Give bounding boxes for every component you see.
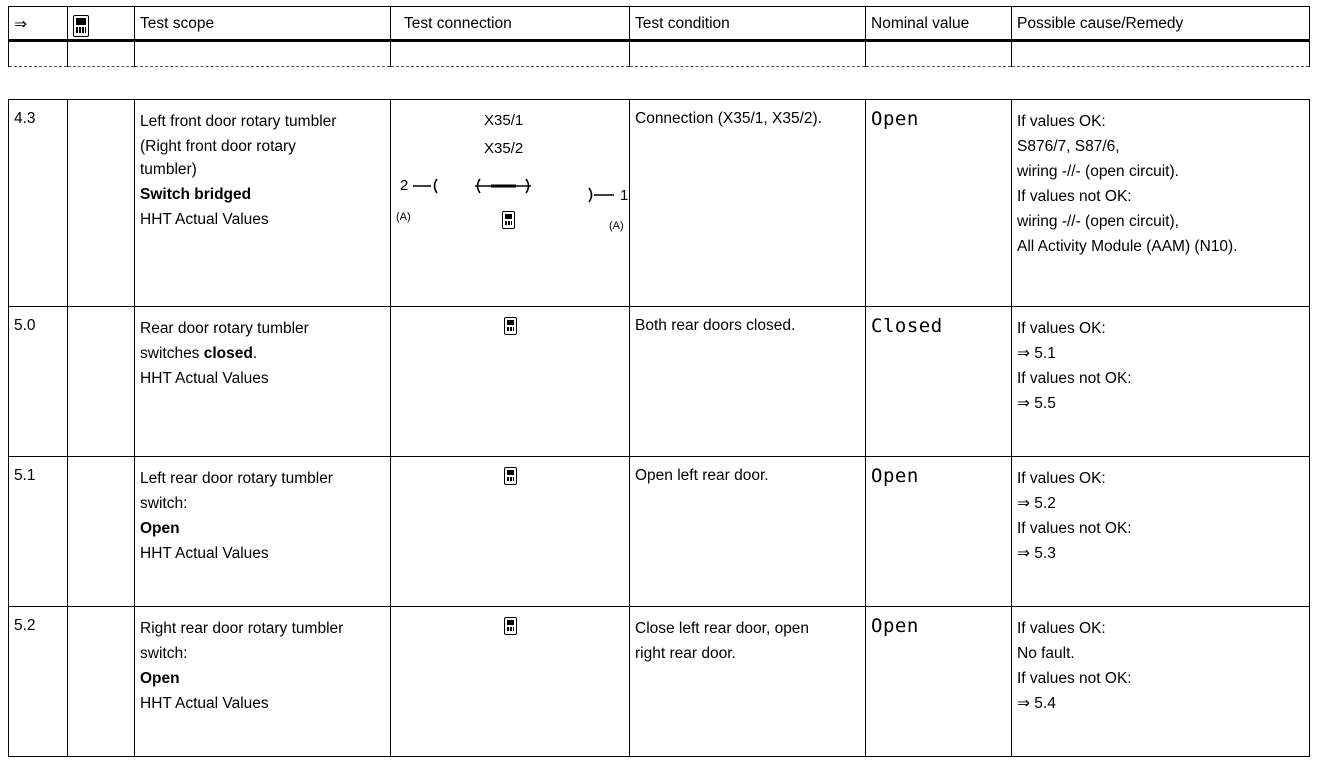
nominal-value [866, 457, 1012, 607]
header-spacer [630, 41, 866, 67]
hht-device-icon [504, 317, 517, 335]
test-scope [135, 607, 391, 757]
remedy-line: ⇒ 5.4 [1017, 695, 1056, 712]
pin-left-label: (A) [396, 211, 411, 223]
possible-cause [1012, 607, 1310, 757]
header-nominal-value: Nominal value [866, 7, 1012, 41]
possible-cause [1012, 307, 1310, 457]
table-row [9, 607, 1310, 757]
scope-line: Left front door rotary tumbler [140, 113, 337, 130]
test-condition: Connection (X35/1, X35/2). [630, 100, 866, 307]
step-number: 5.0 [9, 307, 68, 457]
test-scope [135, 100, 391, 307]
pin-left-number: 2 [400, 177, 409, 194]
header-spacer [68, 41, 135, 67]
header-spacer [866, 41, 1012, 67]
test-condition: Open left rear door. [630, 457, 866, 607]
remedy-line: ⇒ 5.1 [1017, 345, 1056, 362]
nominal-digital: Open [871, 108, 919, 130]
remedy-line: All Activity Module (AAM) (N10). [1017, 238, 1238, 255]
header-spacer [391, 41, 630, 67]
remedy-line: If values OK: [1017, 320, 1106, 337]
hht-device-icon [73, 15, 89, 37]
test-connection [391, 607, 630, 757]
remedy-line: If values OK: [1017, 470, 1106, 487]
condition-line: Close left rear door, open [635, 620, 810, 637]
remedy-line: ⇒ 5.3 [1017, 545, 1056, 562]
remedy-line: If values OK: [1017, 113, 1106, 130]
remedy-line: ⇒ 5.2 [1017, 495, 1056, 512]
scope-line: Open [140, 670, 180, 687]
scope-line: switch: [140, 495, 188, 512]
hht-cell [68, 457, 135, 607]
header-table [8, 6, 1310, 67]
remedy-line: If values OK: [1017, 620, 1106, 637]
scope-line [140, 342, 385, 365]
nominal-digital: Closed [871, 315, 943, 337]
remedy-line: wiring -//- (open circuit), [1017, 213, 1179, 230]
scope-line: Right rear door rotary tumbler [140, 620, 344, 637]
header-test-condition: Test condition [630, 7, 866, 41]
test-condition [630, 607, 866, 757]
remedy-line: If values not OK: [1017, 520, 1132, 537]
scope-text: switches [140, 345, 204, 362]
nominal-value [866, 307, 1012, 457]
pin-right-label: (A) [609, 220, 624, 232]
scope-line: Rear door rotary tumbler [140, 320, 309, 337]
possible-cause [1012, 457, 1310, 607]
nominal-digital: Open [871, 615, 919, 637]
hht-cell [68, 100, 135, 307]
header-hht-cell [68, 7, 135, 41]
nominal-value [866, 607, 1012, 757]
scope-line: Left rear door rotary tumbler [140, 470, 333, 487]
pin-right-number: 1 [620, 187, 629, 204]
header-spacer [9, 41, 68, 67]
scope-line: HHT Actual Values [140, 370, 269, 387]
table-row [9, 457, 1310, 607]
hht-cell [68, 607, 135, 757]
test-scope [135, 457, 391, 607]
header-test-connection: Test connection [391, 7, 630, 41]
scope-line: HHT Actual Values [140, 545, 269, 562]
remedy-line: If values not OK: [1017, 188, 1132, 205]
connector-x35-1: X35/1 [484, 112, 524, 129]
scope-line: HHT Actual Values [140, 211, 269, 228]
test-steps-table [8, 99, 1310, 757]
test-connection [391, 457, 630, 607]
remedy-line: No fault. [1017, 645, 1075, 662]
header-test-scope: Test scope [135, 7, 391, 41]
scope-line: Switch bridged [140, 186, 252, 203]
scope-line: Open [140, 520, 180, 537]
scope-line: HHT Actual Values [140, 695, 269, 712]
test-scope [135, 307, 391, 457]
connector-x35-2: X35/2 [484, 140, 524, 157]
remedy-line: wiring -//- (open circuit). [1017, 163, 1179, 180]
bridge-wiring-icon [391, 100, 630, 270]
step-number: 4.3 [9, 100, 68, 307]
scope-line: switch: [140, 645, 188, 662]
test-connection [391, 307, 630, 457]
nominal-digital: Open [871, 465, 919, 487]
step-number: 5.1 [9, 457, 68, 607]
header-arrow: ⇒ [9, 7, 68, 41]
remedy-line: ⇒ 5.5 [1017, 395, 1056, 412]
header-spacer [1012, 41, 1310, 67]
hht-device-icon [504, 617, 517, 635]
hht-device-icon [502, 211, 515, 229]
condition-line: right rear door. [635, 645, 736, 662]
step-number: 5.2 [9, 607, 68, 757]
scope-emphasis: closed [203, 345, 253, 362]
scope-line: (Right front door rotary tumbler) [140, 138, 296, 178]
possible-cause [1012, 100, 1310, 307]
scope-period: . [252, 345, 258, 362]
hht-cell [68, 307, 135, 457]
remedy-line: If values not OK: [1017, 670, 1132, 687]
header-possible-cause: Possible cause/Remedy [1012, 7, 1310, 41]
remedy-line: S876/7, S87/6, [1017, 138, 1120, 155]
header-spacer [135, 41, 391, 67]
nominal-value [866, 100, 1012, 307]
remedy-line: If values not OK: [1017, 370, 1132, 387]
connection-diagram [391, 100, 629, 270]
hht-device-icon [504, 467, 517, 485]
test-connection [391, 100, 630, 307]
test-condition: Both rear doors closed. [630, 307, 866, 457]
table-row [9, 100, 1310, 307]
table-row [9, 307, 1310, 457]
